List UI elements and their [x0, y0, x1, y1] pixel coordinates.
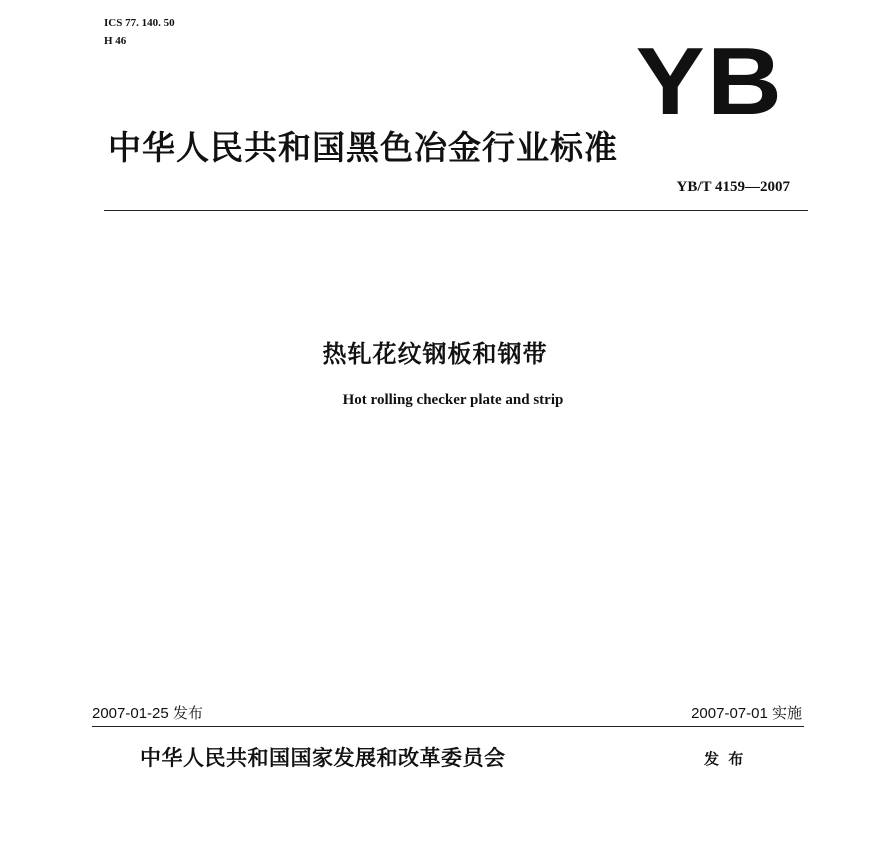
- document-title: 热轧花纹钢板和钢带: [322, 340, 548, 368]
- issue-date: 2007-01-25 发布: [92, 705, 203, 722]
- category-code: H 46: [104, 35, 127, 47]
- implementation-date: 2007-07-01 实施: [691, 705, 802, 722]
- top-divider: [104, 210, 808, 211]
- bottom-divider: [92, 726, 804, 727]
- issuing-action: 发 布: [704, 750, 746, 768]
- document-subtitle: Hot rolling checker plate and strip: [342, 392, 564, 408]
- issuing-authority: 中华人民共和国国家发展和改革委员会: [140, 746, 506, 770]
- ics-code: ICS 77. 140. 50: [104, 17, 175, 29]
- standard-title: 中华人民共和国黑色冶金行业标准: [108, 128, 618, 167]
- yb-logo: YB: [635, 28, 784, 135]
- standard-number: YB/T 4159—2007: [676, 179, 790, 195]
